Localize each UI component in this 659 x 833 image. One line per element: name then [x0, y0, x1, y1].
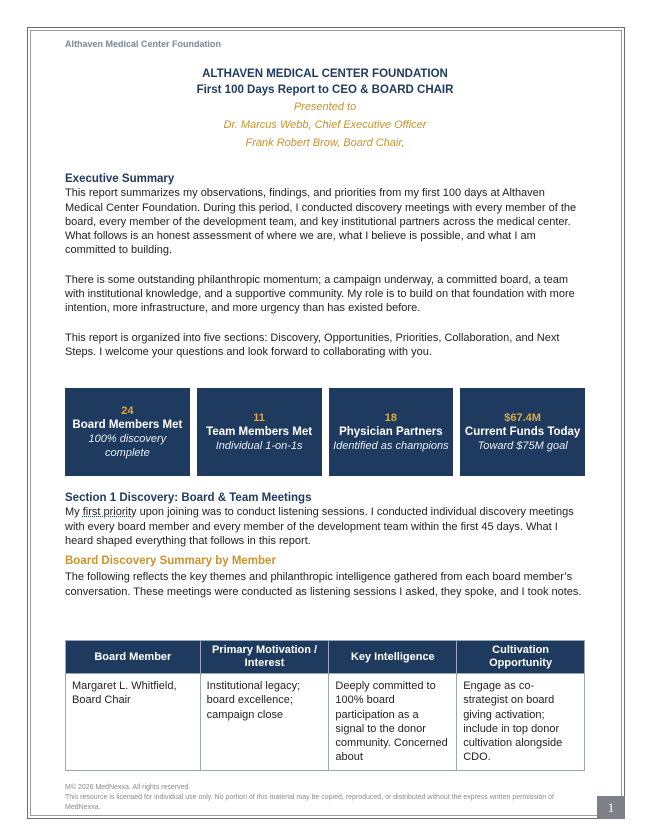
column-header: Primary Motivation / Interest: [200, 641, 329, 674]
stat-value: 24: [121, 405, 134, 417]
stat-label: Physician Partners: [339, 426, 443, 438]
page-footer: [65, 783, 585, 813]
stat-value: 18: [384, 412, 397, 424]
section-1-paragraph: [65, 505, 585, 548]
license-text: This resource is licensed for individual use only. No portion of this material may be copied, reproduced, or distributed without the express written permission of MedNexxa.: [65, 794, 554, 811]
page-number: 1: [597, 796, 625, 819]
table-cell: Institutional legacy; board excellence; campaign close: [200, 674, 329, 771]
summary-paragraph: There is some outstanding philanthropic momentum; a campaign underway, a committed board, a team with institutional knowledge, and a supportive community. My role is to build on that foundation with more intention, more infrastructure, and more urgency than has existed before.: [65, 273, 575, 315]
recipient-ceo: Dr. Marcus Webb, Chief Executive Officer: [223, 119, 427, 131]
table-cell: Deeply committed to 100% board participation as a signal to the donor community. Concerned about: [329, 674, 457, 771]
board-discovery-subheading: Board Discovery Summary by Member: [65, 555, 276, 568]
title-block: [65, 66, 585, 152]
section-1: [65, 491, 585, 599]
page-header: Althaven Medical Center Foundation: [65, 39, 222, 49]
column-header: Key Intelligence: [329, 641, 457, 674]
stat-sub: Individual 1-on-1s: [215, 440, 303, 452]
section-1-heading: Section 1 Discovery: Board & Team Meetings: [65, 492, 312, 504]
board-discovery-paragraph: The following reflects the key themes and philanthropic intelligence gathered from each board member’s conversation. These meetings were conducted as listening sessions I asked, they spoke, and I took notes.: [65, 571, 582, 598]
stat-card-board: [65, 388, 190, 476]
stats-row: [65, 388, 585, 476]
executive-summary-heading: Executive Summary: [65, 173, 175, 185]
board-discovery-table: [65, 640, 585, 771]
stat-card-funds: [460, 388, 585, 476]
presented-to: Presented to: [293, 101, 357, 113]
stat-sub: Identified as champions: [333, 440, 449, 452]
table-cell: Margaret L. Whitfield, Board Chair: [66, 674, 201, 771]
column-header: Cultivation Opportunity: [457, 641, 585, 674]
stat-value: 11: [253, 412, 265, 424]
stat-value: $67.4M: [504, 412, 541, 424]
stat-card-team: [197, 388, 322, 476]
document-subtitle: First 100 Days Report to CEO & BOARD CHAIR: [196, 84, 454, 96]
stat-label: Board Members Met: [72, 419, 183, 431]
stat-card-physicians: [329, 388, 454, 476]
table-row: [66, 674, 585, 771]
stat-sub: Toward $75M goal: [477, 440, 568, 452]
document-title: ALTHAVEN MEDICAL CENTER FOUNDATION: [202, 68, 448, 80]
stat-label: Current Funds Today: [464, 426, 581, 438]
table-header-row: [66, 641, 585, 674]
table-cell: Engage as co-strategist on board giving activation; include in top donor cultivation alongside CDO.: [457, 674, 585, 771]
column-header: Board Member: [66, 641, 201, 674]
proofing-underlined-text[interactable]: first priority: [82, 506, 137, 519]
copyright-text: M© 2026 MedNexxa. All rights reserved.: [65, 784, 191, 791]
recipient-chair: Frank Robert Brow, Board Chair,: [245, 137, 405, 149]
paragraph-text: My: [65, 506, 83, 519]
summary-paragraph: This report is organized into five sections: Discovery, Opportunities, Priorities, Collaboration, and Next Steps. I welcome your questions and look forward to collaborating with you.: [65, 331, 560, 358]
paragraph-text: upon joining was to conduct listening sessions. I conducted individual discovery meetings with every board member and every member of the development team within the first 45 days. What I heard shaped everything that follows in this report.: [65, 506, 574, 547]
executive-summary: [65, 172, 585, 359]
summary-paragraph: This report summarizes my observations, findings, and priorities from my first 100 days at Althaven Medical Center Foundation. During this period, I conducted discovery meetings with every member of the board, every member of the development team, and key institutional partners across the medical center. What follows is an honest assessment of where we are, what I believe is possible, and what I am committed to building.: [65, 187, 577, 257]
stat-sub: 100% discovery complete: [88, 433, 167, 459]
stat-label: Team Members Met: [206, 426, 313, 438]
